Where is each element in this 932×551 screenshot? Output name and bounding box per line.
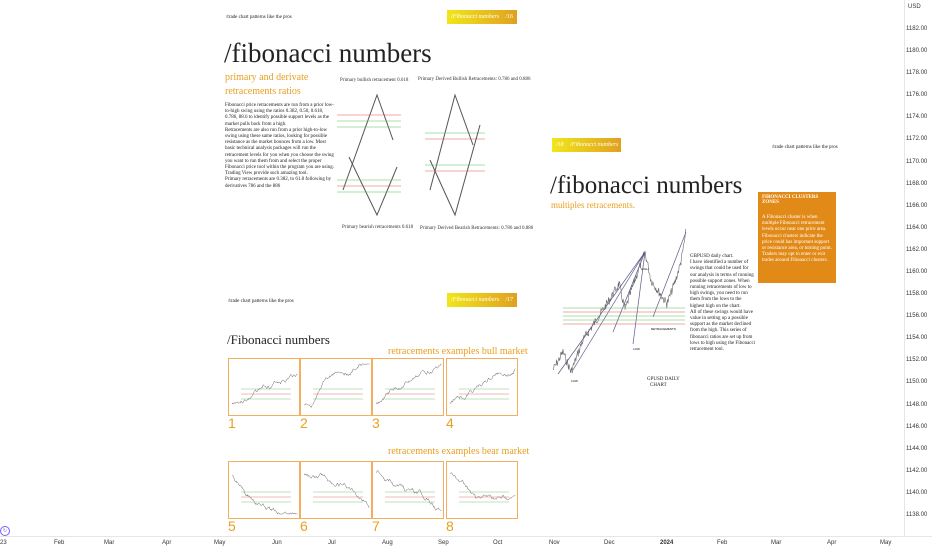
caption-bull-derived: Primary Derived Bullish Retracements: 0.786 and 0.886 xyxy=(418,77,531,82)
bull-primary-diagram xyxy=(337,95,401,190)
example-panel-2 xyxy=(300,358,372,416)
chart-annotation: RETRACEMENTS xyxy=(651,327,676,331)
example-panel-8 xyxy=(446,461,518,519)
slide-1-body: Fibonacci price retracements are run from a prior low-to-high swing using the ratios 0.382, 0.50, 0.618, 0.786, 88.6 to identify possible support levels as the market pulls back from a high. Retracements are also run from a prior high-to-low swing using these same ratios, looking for possible resistance as the market bounces from a low. Most basic technical analysis packages will run the retracement levels for you when you choose the swing you want to run them from and select the proper Fibonacci price tool within the program you are using. Trading View provide such amazing tool. Primary retracements are 0.382, to 61.8 following by derivatives 786 and the 886 xyxy=(225,103,335,189)
panel-number: 7 xyxy=(372,518,380,534)
slide-1-badge-number: /16 xyxy=(505,14,513,20)
time-tick-label: Feb xyxy=(717,540,728,546)
time-tick-label: Apr xyxy=(827,540,837,546)
fibonacci-clusters-box xyxy=(758,192,836,283)
fib-pattern-diagrams xyxy=(335,85,525,225)
panel-price-series xyxy=(304,364,369,408)
bull-examples-heading: retracements examples bull market xyxy=(388,346,528,357)
price-tick-label: 1162.00 xyxy=(906,246,928,253)
fibonacci-clusters-title: FIBONACCI CLUSTERS ZONES xyxy=(762,195,819,205)
slide-1-tagline: /trade chart patterns like the pros xyxy=(226,15,292,20)
time-tick-label: May xyxy=(880,540,892,546)
slide-3-title: /Fibonacci numbers xyxy=(227,332,330,347)
slide-2-subtitle: multiples retracements. xyxy=(551,200,635,210)
slide-2-badge-title: /Fibonacci numbers xyxy=(570,142,619,148)
gbpusd-caption-2: CHART xyxy=(650,383,667,388)
example-panel-3 xyxy=(372,358,444,416)
price-series xyxy=(553,229,686,373)
price-tick-label: 1146.00 xyxy=(906,423,928,430)
panel-number: 6 xyxy=(300,518,308,534)
slide-2-badge-number: /18 xyxy=(556,142,564,148)
time-tick-label: Nov xyxy=(549,540,560,546)
panel-price-series xyxy=(376,364,441,404)
price-tick-label: 1158.00 xyxy=(906,291,928,298)
panel-price-series xyxy=(232,475,297,514)
price-tick-label: 1174.00 xyxy=(906,114,928,121)
slide-3-badge-number: /17 xyxy=(505,297,513,303)
slide-2-badge xyxy=(552,138,621,152)
slide-2-tagline: /trade chart patterns like the pros xyxy=(772,145,838,150)
price-tick-label: 1168.00 xyxy=(906,180,928,187)
example-panel-1 xyxy=(228,358,300,416)
time-tick-label: Sep xyxy=(438,540,449,546)
caption-bear-derived: Primary Derived Bearish Retracements: 0.786 and 0.886 xyxy=(420,226,534,231)
slide-1-badge xyxy=(447,10,517,24)
slide-1-subtitle-1: primary and derivate xyxy=(225,72,309,83)
time-tick-label: Apr xyxy=(162,540,172,546)
price-tick-label: 1176.00 xyxy=(906,92,928,99)
time-tick-label: Mar xyxy=(104,540,115,546)
panel-number: 2 xyxy=(300,415,308,431)
price-tick-label: 1140.00 xyxy=(906,489,928,496)
swing-line xyxy=(573,252,645,370)
price-tick-label: 1160.00 xyxy=(906,269,928,275)
price-tick-label: 1182.00 xyxy=(906,26,928,32)
caption-bull-primary: Primary bullish retracement 0.618 xyxy=(340,78,409,83)
price-tick-label: 1156.00 xyxy=(906,313,928,320)
price-tick-label: 1142.00 xyxy=(906,467,928,474)
slide-1-subtitle-2: retracements ratios xyxy=(225,86,301,97)
swing-line xyxy=(653,232,686,317)
time-tick-label: 2024 xyxy=(660,540,674,546)
price-tick-label: 1138.00 xyxy=(906,512,928,518)
panel-number: 3 xyxy=(372,415,380,431)
time-tick-label: 23 xyxy=(0,540,7,546)
price-tick-label: 1166.00 xyxy=(906,202,928,209)
example-panel-4 xyxy=(446,358,518,416)
price-tick-label: 1180.00 xyxy=(906,48,928,55)
price-tick-label: 1164.00 xyxy=(906,224,928,231)
slide-3-badge xyxy=(447,293,517,307)
example-panel-5 xyxy=(228,461,300,519)
time-axis[interactable] xyxy=(0,536,932,551)
time-tick-label: Jul xyxy=(328,540,336,546)
price-tick-label: 1144.00 xyxy=(906,445,928,452)
slide-1-badge-label: /Fibonacci numbers xyxy=(451,14,500,20)
example-panel-6 xyxy=(300,461,372,519)
price-tick-label: 1172.00 xyxy=(906,136,928,143)
slide-3-tagline: /trade chart patterns like the pros xyxy=(228,299,294,304)
panel-price-series xyxy=(304,473,369,508)
time-tick-label: Feb xyxy=(54,540,65,546)
panel-number: 4 xyxy=(446,415,454,431)
bull-derived-diagram xyxy=(425,95,485,190)
slide-2-title: /fibonacci numbers xyxy=(550,172,743,199)
gbpusd-daily-chart xyxy=(553,222,691,388)
price-tick-label: 1152.00 xyxy=(906,357,928,364)
panel-price-series xyxy=(450,369,515,404)
slide-2-body: GBPUSD daily chart. I have identified a number of swings that could be used for our analysis in terms of running possible support zones. When running retracements of low to high swings, you need to run them from the lows to the highest high on the chart. All of these swings would have value in setting up a possible support as the market declined from the high. This series of fibonacci ratios are set up from lows to high using the Fibonacci retracement tool. xyxy=(690,254,756,353)
price-tick-label: 1150.00 xyxy=(906,379,928,386)
panel-number: 5 xyxy=(228,518,236,534)
time-tick-label: Oct xyxy=(493,540,503,546)
chart-annotation: LOW xyxy=(571,379,578,383)
price-tick-label: 1154.00 xyxy=(906,335,928,342)
time-tick-label: Mar xyxy=(771,540,782,546)
time-tick-label: Aug xyxy=(382,540,393,546)
chart-annotation: LOW xyxy=(633,347,640,351)
price-axis[interactable] xyxy=(904,0,932,536)
axis-currency-label: USD xyxy=(908,4,921,10)
price-tick-label: 1148.00 xyxy=(906,401,928,408)
time-tick-label: May xyxy=(214,540,226,546)
time-tick-label: Dec xyxy=(604,540,615,546)
swing-line xyxy=(558,252,645,374)
gbpusd-caption-1: GPUSD DAILY xyxy=(647,377,680,382)
fibonacci-clusters-body: A Fibonacci cluster is when multiple Fibonacci retracement levels occur near one price area. Fibonacci clusters indicate the price could has important support or resistance area, or turning point. Traders may opt to enter or exit trades around Fibonacci clusters. xyxy=(762,215,832,264)
price-tick-label: 1170.00 xyxy=(906,158,928,165)
panel-price-series xyxy=(450,473,515,500)
panel-number: 1 xyxy=(228,415,236,431)
chart-annotation: HIGH xyxy=(641,267,649,271)
slide-1-title: /fibonacci numbers xyxy=(224,38,432,68)
bear-derived-diagram xyxy=(425,125,485,215)
chart-settings-icon[interactable]: ↻ xyxy=(0,526,10,536)
bear-examples-heading: retracements examples bear market xyxy=(388,446,530,457)
panel-number: 8 xyxy=(446,518,454,534)
price-tick-label: 1178.00 xyxy=(906,70,928,77)
caption-bear-primary: Primary bearish retracements 0.618 xyxy=(342,225,414,230)
panel-price-series xyxy=(376,470,441,510)
bear-primary-diagram xyxy=(337,157,401,215)
example-panel-7 xyxy=(372,461,444,519)
time-tick-label: Jun xyxy=(272,540,282,546)
slide-3-badge-label: /Fibonacci numbers xyxy=(451,297,500,303)
